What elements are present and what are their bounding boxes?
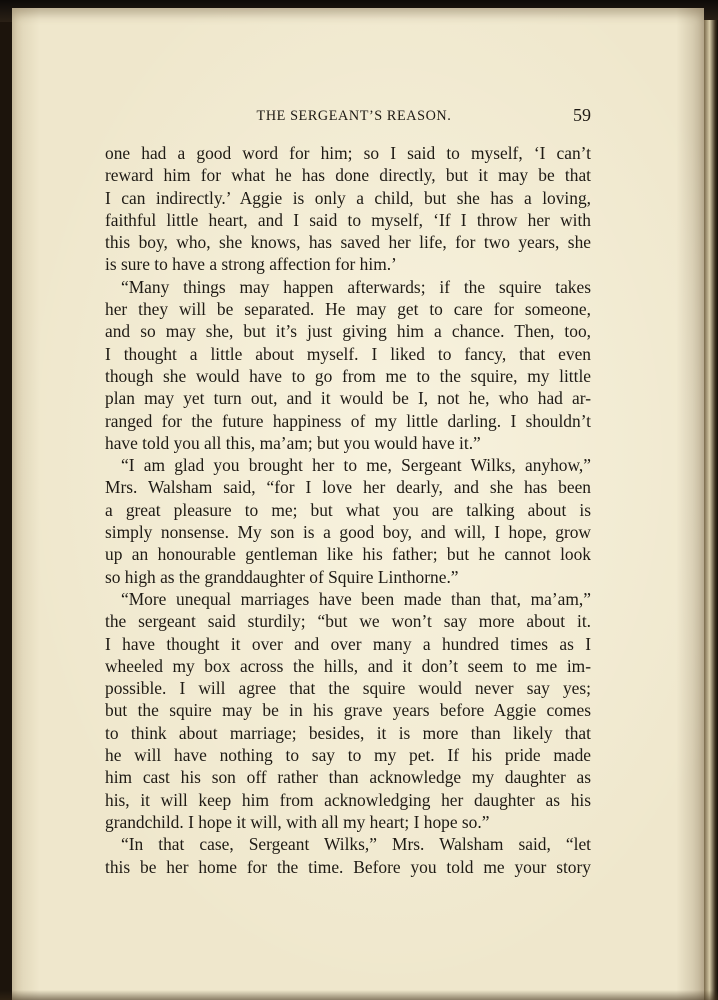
text-line: to think about marriage; besides, it is more than likely that xyxy=(105,722,591,743)
text-line: I thought a little about myself. I liked to fancy, that even xyxy=(105,343,591,364)
text-line: reward him for what he has done directly, but it may be that xyxy=(105,165,591,186)
text-line: faithful little heart, and I said to myself, ‘If I throw her with xyxy=(105,209,591,230)
page-header xyxy=(105,105,591,129)
text-line: he will have nothing to say to my pet. If his pride made xyxy=(105,745,591,766)
text-line: possible. I will agree that the squire would never say yes; xyxy=(105,678,591,699)
text-line: “Many things may happen afterwards; if the squire takes xyxy=(121,276,591,297)
text-line: up an honourable gentleman like his father; but he cannot look xyxy=(105,544,591,565)
page-right-edge xyxy=(704,20,718,1000)
text-line: one had a good word for him; so I said to myself, ‘I can’t xyxy=(105,143,591,163)
running-title: THE SERGEANT’S REASON. xyxy=(256,108,452,124)
text-line: “I am glad you brought her to me, Sergeant Wilks, anyhow,” xyxy=(121,455,591,476)
text-line: I can indirectly.’ Aggie is only a child, but she has a loving, xyxy=(105,187,591,208)
text-line: “In that case, Sergeant Wilks,” Mrs. Walsham said, “let xyxy=(121,834,591,855)
text-line: Mrs. Walsham said, “for I love her dearly, and she has been xyxy=(105,477,591,498)
text-line: her they will be separated. He may get to care for someone, xyxy=(105,299,591,320)
text-line: the sergeant said sturdily; “but we won’t say more about it. xyxy=(105,611,591,632)
text-line: have told you all this, ma’am; but you would have it.” xyxy=(105,432,481,453)
page-bottom-edge xyxy=(0,990,718,1000)
text-line: so high as the granddaughter of Squire Linthorne.” xyxy=(105,566,459,587)
text-line: though she would have to go from me to the squire, my little xyxy=(105,365,591,386)
text-line: his, it will keep him from acknowledging her daughter as his xyxy=(105,789,591,810)
text-line: a great pleasure to me; but what you are talking about is xyxy=(105,499,591,520)
text-line: but the squire may be in his grave years before Aggie comes xyxy=(105,700,591,721)
text-line: grandchild. I hope it will, with all my heart; I hope so.” xyxy=(105,811,490,832)
text-line: him cast his son off rather than acknowledge my daughter as xyxy=(105,767,591,788)
page-number: 59 xyxy=(573,105,591,125)
text-line: “More unequal marriages have been made than that, ma’am,” xyxy=(121,588,591,609)
text-line: simply nonsense. My son is a good boy, and will, I hope, grow xyxy=(105,522,591,543)
text-line: this boy, who, she knows, has saved her life, for two years, she xyxy=(105,232,591,253)
text-line: and so may she, but it’s just giving him a chance. Then, too, xyxy=(105,321,591,342)
text-line: this be her home for the time. Before you told me your story xyxy=(105,856,591,877)
text-line: ranged for the future happiness of my little darling. I shouldn’t xyxy=(105,410,591,431)
text-line: plan may yet turn out, and it would be I, not he, who had ar- xyxy=(105,388,591,409)
text-line: is sure to have a strong affection for him.’ xyxy=(105,254,397,275)
text-line: wheeled my box across the hills, and it don’t seem to me im- xyxy=(105,655,591,676)
text-line: I have thought it over and over many a hundred times as I xyxy=(105,633,591,654)
body-text xyxy=(105,142,591,878)
